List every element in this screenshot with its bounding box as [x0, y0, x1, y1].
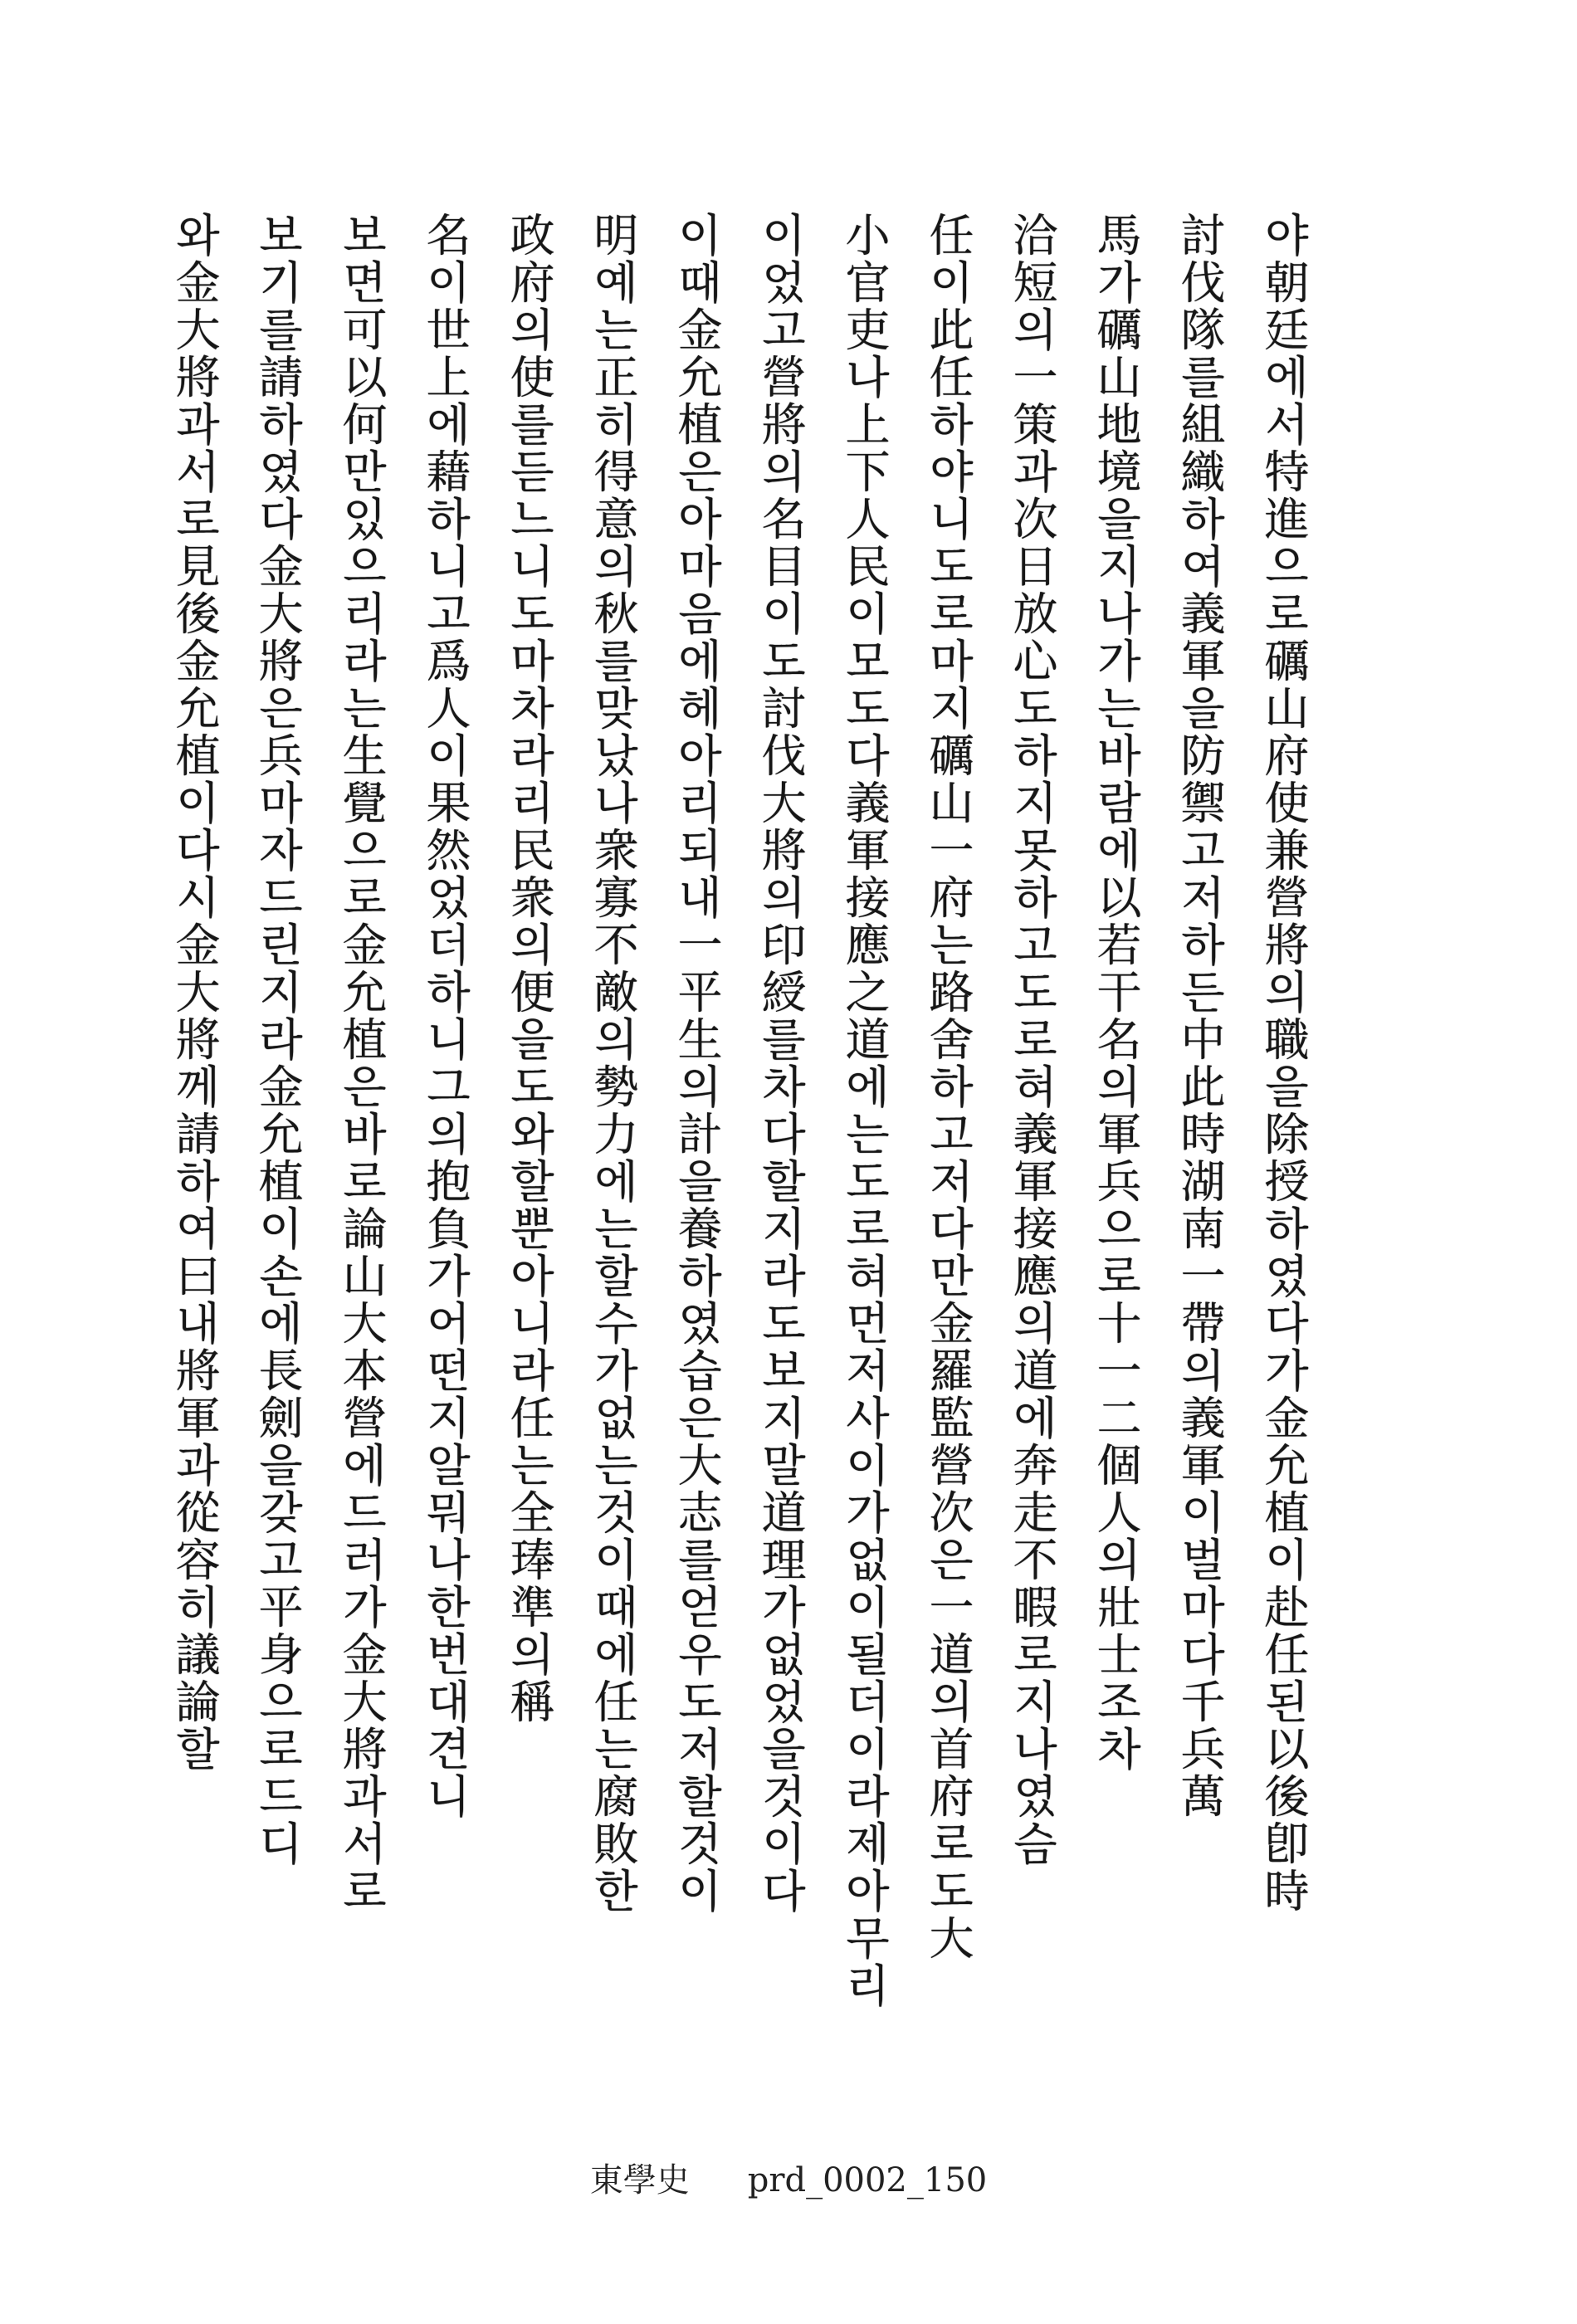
- manuscript-line-3: 馬가礪山地境을지나가는바람에以若干名의軍兵으로十一二個人의壯士조차: [1090, 212, 1142, 1773]
- manuscript-line-1: 야朝廷에서特進으로礪山府使兼營將의職을除授하였다가金允植이赴任된以後卽時: [1257, 212, 1310, 1915]
- manuscript-line-8: 이때金允植은아마음에헤아리되내一平生의計을養하였습은大志를얻우도저할것이: [671, 212, 723, 1915]
- manuscript-line-4: 洽短의一策과次日放心도하지못하고도로혀義軍接應의道에奔走不暇로지나였슴: [1006, 212, 1058, 1868]
- manuscript-line-13: 보기를請하였다金大將은兵마자드린지라金允植이손에長劍을갖고平身으로드디: [251, 212, 304, 1868]
- manuscript-line-7: 이었고營將의名目이도討伐大將의印綬를차다할지라도보지말道理가없었을것이다: [754, 212, 807, 1915]
- manuscript-line-9: 明예는正히得意의秋를맞났나衆寡不敵의勢力에는할수가없는것이때에任는腐敗한: [587, 212, 639, 1915]
- book-title: 東學史: [589, 2161, 690, 2200]
- manuscript-line-14: 와金大將과서로見後金允植이다시金大將께請하여曰내將軍과從容히議論할: [168, 212, 221, 1773]
- manuscript-line-10: 政府의使를듣느니도마차라리民衆의便을도와할뿐아니라任는全琫準의稱: [503, 212, 555, 1726]
- manuscript-line-2: 討伐隊를組織하여義軍을防禦고저하든中此時湖南一帶의義軍이벌마다千兵萬: [1174, 212, 1226, 1820]
- manuscript-line-11: 名이世上에藉하니고爲人이果然었더하니그의抱負가어떤지알뭐나한번대견니: [419, 212, 471, 1820]
- page-footer: [0, 2154, 1577, 2201]
- manuscript-line-5: 任이此任하야니도로마지礪山一府는路舍하고저다만金羅監營次은一道의首府로도大: [922, 212, 974, 1962]
- page-identifier: prd_0002_150: [747, 2161, 988, 2200]
- manuscript-line-6: 小官吏나上下人民이모도다義軍接應之道에는도로혀먼저사이가없이될더이라제아무리: [838, 212, 891, 2009]
- manuscript-line-12: 보면可以何만있으리라는生覺으로金允植은바로論山大本營에드러가金大將과서로: [335, 212, 388, 1915]
- handwritten-manuscript: [158, 212, 1320, 2013]
